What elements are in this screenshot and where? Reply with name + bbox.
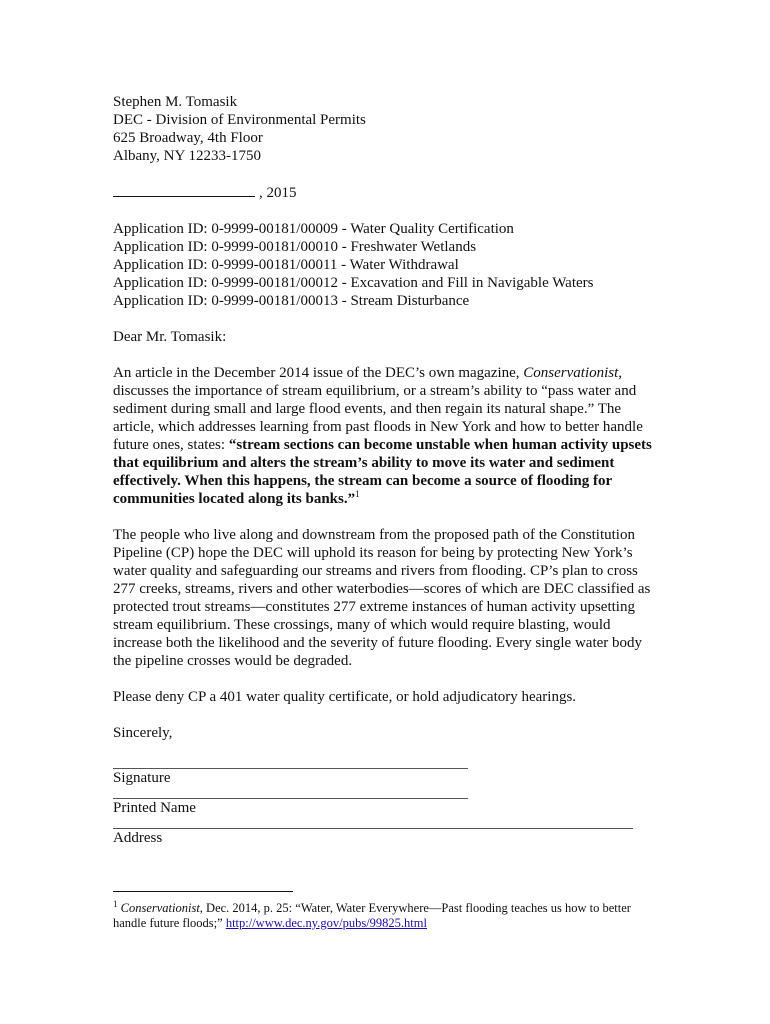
signature-field[interactable] bbox=[113, 768, 663, 787]
printed-name-field[interactable] bbox=[113, 798, 663, 817]
letter-body bbox=[113, 93, 663, 847]
application-item: Application ID: 0-9999-00181/00011 - Water Withdrawal bbox=[113, 257, 459, 273]
footnote-source: Conservationist, bbox=[120, 901, 203, 915]
date-blank-field[interactable] bbox=[113, 183, 255, 197]
application-item: Application ID: 0-9999-00181/00010 - Freshwater Wetlands bbox=[113, 239, 477, 255]
application-item: Application ID: 0-9999-00181/00012 - Excavation and Fill in Navigable Waters bbox=[113, 275, 594, 291]
date-line bbox=[113, 183, 663, 202]
date-year: , 2015 bbox=[259, 185, 297, 201]
footnote bbox=[113, 898, 653, 931]
footnote-text: Dec. 2014, p. 25: “Water, Water Everywhere—Past flooding teaches us how to better handle future floods;” bbox=[113, 901, 631, 930]
footnote-link[interactable]: http://www.dec.ny.gov/pubs/99825.html bbox=[225, 916, 427, 930]
recipient-name: Stephen M. Tomasik bbox=[113, 94, 238, 110]
salutation: Dear Mr. Tomasik: bbox=[113, 329, 227, 345]
para1-body: discusses the importance of stream equilibrium, or a stream’s ability to “pass water and sediment during small and large flood events, and then regain its natural shape.” The article, which addresses learning from past floods in New York and how to better handle future ones, states: bbox=[113, 383, 643, 453]
recipient-city: Albany, NY 12233-1750 bbox=[113, 148, 262, 164]
application-item: Application ID: 0-9999-00181/00009 - Water Quality Certification bbox=[113, 221, 514, 237]
para1-quote: “stream sections can become unstable when human activity upsets that equilibrium and alters the stream’s ability to move its water and sediment effectively. When this happens, the stream can become a source of flooding for communities located along its banks.” bbox=[113, 437, 652, 507]
magazine-title: Conservationist, bbox=[523, 365, 623, 381]
address-label: Address bbox=[113, 830, 163, 846]
paragraph-pipeline: The people who live along and downstream from the proposed path of the Constitution Pipeline (CP) hope the DEC will uphold its reason for being by protecting New York’s water quality and safeguarding our streams and rivers from flooding. CP’s plan to cross 277 creeks, streams, rivers and other waterbodies—scores of which are DEC classified as protected trout streams—constitutes 277 extreme instances of human activity upsetting stream equilibrium. These crossings, many of which would require blasting, would increase both the likelihood and the severity of future flooding. Every single water body the pipeline crosses would be degraded. bbox=[113, 527, 651, 669]
recipient-street: 625 Broadway, 4th Floor bbox=[113, 130, 263, 146]
footnote-divider bbox=[113, 891, 293, 892]
footnote-ref: 1 bbox=[355, 489, 360, 499]
application-item: Application ID: 0-9999-00181/00013 - Stream Disturbance bbox=[113, 293, 470, 309]
footnote-number: 1 bbox=[113, 898, 118, 909]
address-field[interactable] bbox=[113, 828, 663, 847]
signature-label: Signature bbox=[113, 770, 171, 786]
recipient-address bbox=[113, 93, 663, 165]
closing: Sincerely, bbox=[113, 725, 173, 741]
recipient-org: DEC - Division of Environmental Permits bbox=[113, 112, 366, 128]
paragraph-article bbox=[113, 364, 663, 508]
para1-intro: An article in the December 2014 issue of the DEC’s own magazine, bbox=[113, 365, 520, 381]
application-list bbox=[113, 220, 663, 310]
paragraph-request: Please deny CP a 401 water quality certificate, or hold adjudicatory hearings. bbox=[113, 689, 577, 705]
printed-name-label: Printed Name bbox=[113, 800, 196, 816]
